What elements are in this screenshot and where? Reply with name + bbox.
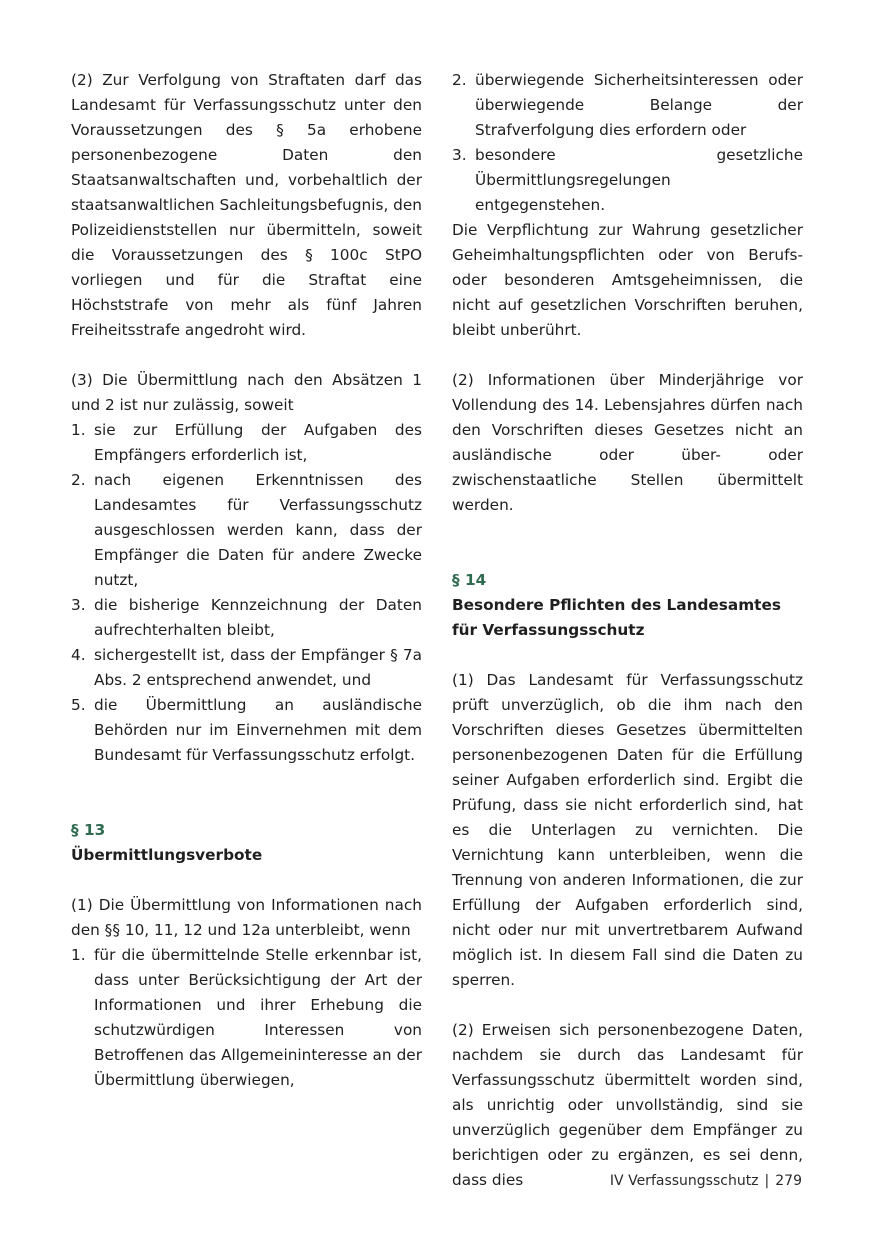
paragraph-14-2: (2) Erweisen sich personenbezogene Daten, nachdem sie durch das Landesamt für Verfassungsschutz übermittelt worden sind, als unrichtig oder unvollständig, sind sie unverzüglich gegenüber dem Empfänger zu berichtigen oder zu ergänzen, es sei denn, dass dies	[452, 1021, 803, 1189]
page-footer	[610, 1171, 802, 1191]
paragraph-13-2: (2) Informationen über Minderjährige vor Vollendung des 14. Lebensjahres dürfen nach den Vorschriften dieses Gesetzes nicht an ausländische oder über- oder zwischenstaatliche Stellen übermittelt werden.	[452, 371, 803, 514]
list-number: 4.	[71, 646, 86, 664]
list-item	[452, 143, 803, 218]
section-14-title: Besondere Pflichten des Landesamtes für Verfassungsschutz	[452, 596, 781, 639]
list-12-3	[71, 418, 422, 768]
paragraph-12-2: (2) Zur Verfolgung von Straftaten darf das Landesamt für Verfassungsschutz unter den Voraussetzungen des § 5a erhobene personenbezogene Daten den Staatsanwaltschaften und, vorbehaltlich der staatsanwaltlichen Sachleitungsbefugnis, den Polizeidienststellen nur übermitteln, soweit die Voraussetzungen des § 100c StPO vorliegen und für die Straftat eine Höchststrafe von mehr als fünf Jahren Freiheitsstrafe angedroht wird.	[71, 71, 422, 339]
list-item	[452, 68, 803, 143]
paragraph-12-3-intro: (3) Die Übermittlung nach den Absätzen 1 und 2 ist nur zulässig, soweit	[71, 371, 422, 414]
spacer	[452, 343, 803, 368]
page-number: 279	[775, 1173, 802, 1189]
section-13-number: § 13	[71, 821, 106, 839]
list-13-1-continued	[452, 68, 803, 218]
list-text: nach eigenen Erkenntnissen des Landesamtes für Verfassungsschutz ausgeschlossen werden kann, dass der Empfänger die Daten für andere Zwecke nutzt,	[94, 471, 422, 589]
list-text: sichergestellt ist, dass der Empfänger § 7a Abs. 2 entsprechend anwendet, und	[94, 646, 422, 689]
spacer	[452, 643, 803, 668]
list-item	[71, 593, 422, 643]
footer-chapter: IV Verfassungsschutz	[609, 1173, 759, 1189]
list-text: überwiegende Sicherheitsinteressen oder überwiegende Belange der Strafverfolgung dies erfordern oder	[475, 71, 803, 139]
list-number: 3.	[71, 596, 86, 614]
spacer	[71, 768, 422, 818]
list-item	[71, 943, 422, 1093]
list-item	[71, 693, 422, 768]
list-13-1	[71, 943, 422, 1093]
right-column	[452, 68, 803, 1193]
left-column	[71, 68, 422, 1093]
paragraph-13-1-close: Die Verpflichtung zur Wahrung gesetzlicher Geheimhaltungspflichten oder von Berufs- oder besonderen Amtsgeheimnissen, die nicht auf gesetzlichen Vorschriften beruhen, bleibt unberührt.	[452, 221, 803, 339]
list-number: 3.	[452, 146, 467, 164]
list-number: 5.	[71, 696, 86, 714]
spacer	[71, 343, 422, 368]
spacer	[452, 518, 803, 568]
list-text: die Übermittlung an ausländische Behörden nur im Einvernehmen mit dem Bundesamt für Verfassungsschutz erfolgt.	[94, 696, 422, 764]
list-text: die bisherige Kennzeichnung der Daten aufrechterhalten bleibt,	[94, 596, 422, 639]
section-14-number: § 14	[452, 571, 487, 589]
list-text: sie zur Erfüllung der Aufgaben des Empfängers erforderlich ist,	[94, 421, 422, 464]
list-number: 2.	[452, 71, 467, 89]
list-item	[71, 418, 422, 468]
list-item	[71, 643, 422, 693]
list-number: 1.	[71, 421, 86, 439]
list-text: für die übermittelnde Stelle erkennbar ist, dass unter Berücksichtigung der Art der Informationen und ihrer Erhebung die schutzwürdigen Interessen von Betroffenen das Allgemeininteresse an der Übermittlung überwiegen,	[94, 946, 422, 1089]
list-item	[71, 468, 422, 593]
spacer	[71, 868, 422, 893]
list-text: besondere gesetzliche Übermittlungsregelungen entgegenstehen.	[475, 146, 803, 214]
paragraph-14-1: (1) Das Landesamt für Verfassungsschutz prüft unverzüglich, ob die ihm nach den Vorschriften dieses Gesetzes übermittelten personenbezogenen Daten für die Erfüllung seiner Aufgaben erforderlich sind. Ergibt die Prüfung, dass sie nicht erforderlich sind, hat es die Unterlagen zu vernichten. Die Vernichtung kann unterbleiben, wenn die Trennung von anderen Informationen, die zur Erfüllung der Aufgaben erforderlich sind, nicht oder nur mit unvertretbarem Aufwand möglich ist. In diesem Fall sind die Daten zu sperren.	[452, 671, 803, 989]
spacer	[452, 993, 803, 1018]
section-13-title: Übermittlungsverbote	[71, 846, 263, 864]
list-number: 2.	[71, 471, 86, 489]
footer-separator: |	[764, 1173, 770, 1189]
paragraph-13-1-intro: (1) Die Übermittlung von Informationen nach den §§ 10, 11, 12 und 12a unterbleibt, wenn	[71, 896, 422, 939]
list-number: 1.	[71, 946, 86, 964]
